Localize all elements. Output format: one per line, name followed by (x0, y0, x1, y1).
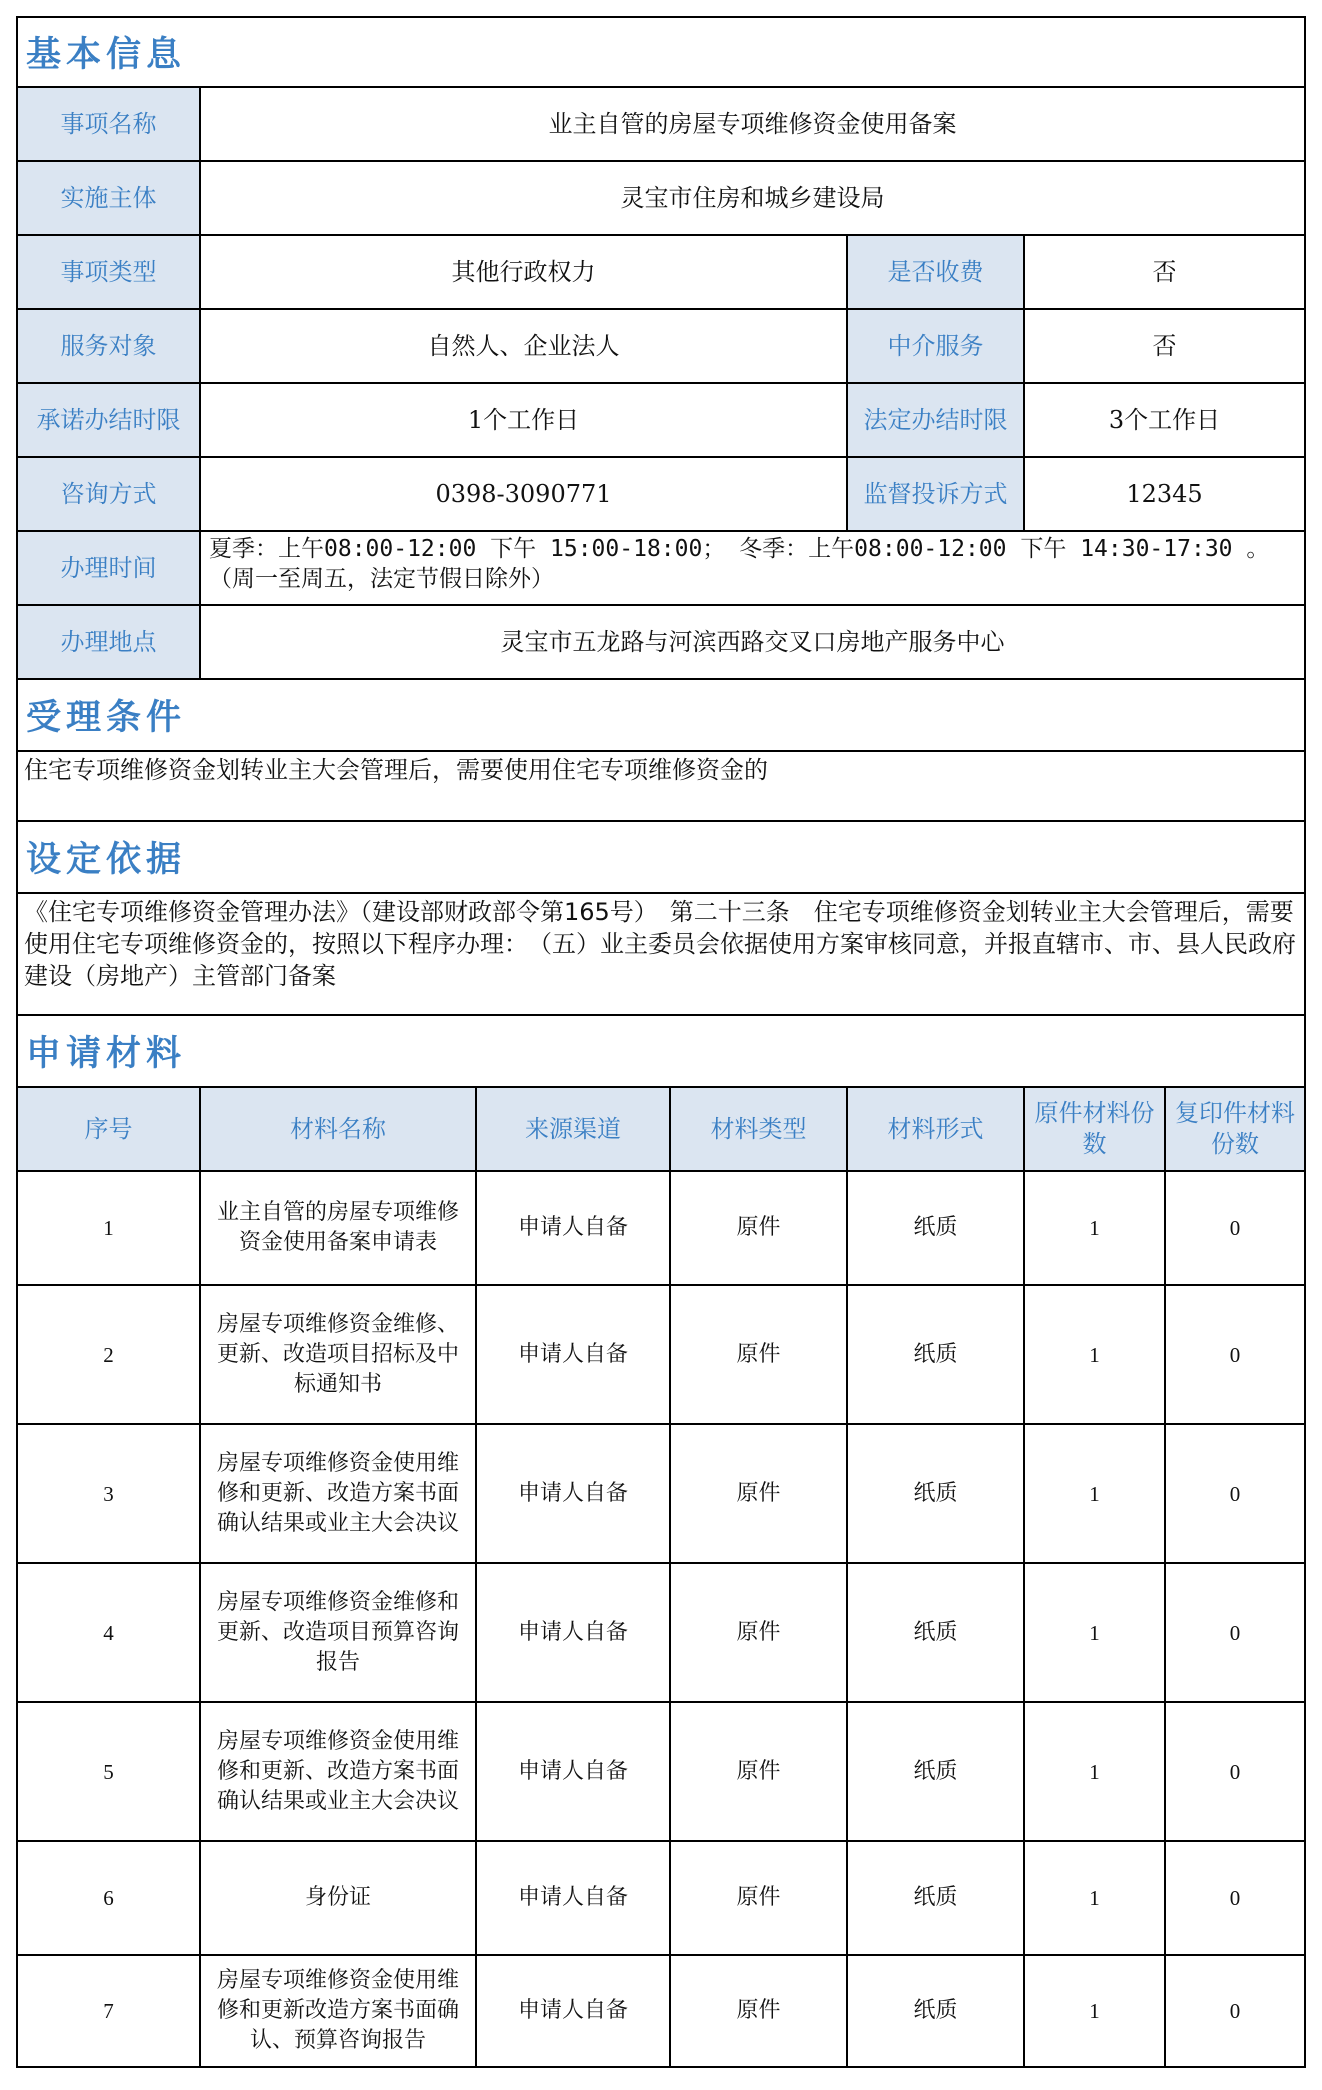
row-form: 纸质 (846, 1956, 1023, 2066)
row-source: 申请人自备 (475, 1172, 669, 1284)
row-form: 纸质 (846, 1286, 1023, 1423)
row-orig-count: 1 (1023, 1842, 1164, 1954)
fee-label: 是否收费 (846, 236, 1023, 308)
row-no: 7 (103, 1999, 114, 2023)
row-source: 申请人自备 (475, 1425, 669, 1562)
target-agency-row (16, 310, 1306, 384)
office-hours-value: 夏季：上午08:00-12:00 下午 15:00-18:00； 冬季：上午08:00-12:00 下午 14:30-17:30 。（周一至周五，法定节假日除外） (199, 532, 1304, 604)
service-guide-sheet (16, 16, 1306, 2068)
legal-time-value: 3个工作日 (1023, 384, 1304, 456)
row-material-name: 房屋专项维修资金使用维修和更新改造方案书面确认、预算咨询报告 (199, 1956, 475, 2066)
conditions-row (16, 752, 1306, 822)
row-form: 纸质 (846, 1842, 1023, 1954)
service-target-label: 服务对象 (18, 310, 199, 382)
row-no: 1 (103, 1216, 114, 1240)
service-target-value: 自然人、企业法人 (199, 310, 846, 382)
contact-row (16, 458, 1306, 532)
item-name-label: 事项名称 (18, 88, 199, 160)
row-form: 纸质 (846, 1172, 1023, 1284)
row-orig-count: 1 (1023, 1703, 1164, 1840)
row-copy-count: 0 (1164, 1703, 1304, 1840)
row-copy-count: 0 (1164, 1956, 1304, 2066)
table-row (16, 1286, 1306, 1425)
basis-section-header (16, 822, 1306, 894)
row-orig-count: 1 (1023, 1425, 1164, 1562)
row-type: 原件 (669, 1564, 846, 1701)
item-type-value: 其他行政权力 (199, 236, 846, 308)
row-source: 申请人自备 (475, 1703, 669, 1840)
row-form: 纸质 (846, 1425, 1023, 1562)
conditions-title: 受理条件 (26, 698, 187, 738)
row-type: 原件 (669, 1842, 846, 1954)
row-orig-count: 1 (1023, 1172, 1164, 1284)
row-material-name: 业主自管的房屋专项维修资金使用备案申请表 (199, 1172, 475, 1284)
implementer-label: 实施主体 (18, 162, 199, 234)
time-limit-row (16, 384, 1306, 458)
col-header-source: 来源渠道 (475, 1088, 669, 1170)
conditions-section-header (16, 680, 1306, 752)
location-row (16, 606, 1306, 680)
row-source: 申请人自备 (475, 1956, 669, 2066)
row-type: 原件 (669, 1286, 846, 1423)
row-copy-count: 0 (1164, 1842, 1304, 1954)
row-material-name: 房屋专项维修资金使用维修和更新、改造方案书面确认结果或业主大会决议 (199, 1425, 475, 1562)
col-header-type: 材料类型 (669, 1088, 846, 1170)
table-row (16, 1425, 1306, 1564)
agency-service-value: 否 (1023, 310, 1304, 382)
col-header-no: 序号 (18, 1088, 199, 1170)
row-copy-count: 0 (1164, 1425, 1304, 1562)
col-header-orig-count: 原件材料份数 (1023, 1088, 1164, 1170)
consult-label: 咨询方式 (18, 458, 199, 530)
type-fee-row (16, 236, 1306, 310)
item-type-label: 事项类型 (18, 236, 199, 308)
basis-row (16, 894, 1306, 1016)
row-type: 原件 (669, 1425, 846, 1562)
complaint-phone: 12345 (1023, 458, 1304, 530)
row-orig-count: 1 (1023, 1956, 1164, 2066)
row-copy-count: 0 (1164, 1564, 1304, 1701)
row-material-name: 身份证 (199, 1842, 475, 1954)
fee-value: 否 (1023, 236, 1304, 308)
row-no: 2 (103, 1342, 114, 1367)
row-no: 3 (103, 1481, 114, 1506)
row-source: 申请人自备 (475, 1842, 669, 1954)
row-form: 纸质 (846, 1564, 1023, 1701)
basis-text: 《住宅专项维修资金管理办法》（建设部财政部令第165号） 第二十三条 住宅专项维修资金划转业主大会管理后，需要使用住宅专项维修资金的，按照以下程序办理： （五）业主委员会依据使用方案审核同意，并报直辖市、市、县人民政府建设（房地产）主管部门备案 (24, 898, 1296, 990)
table-row (16, 1703, 1306, 1842)
row-source: 申请人自备 (475, 1564, 669, 1701)
row-orig-count: 1 (1023, 1564, 1164, 1701)
promise-time-value: 1个工作日 (199, 384, 846, 456)
basic-info-section-header (16, 16, 1306, 88)
row-orig-count: 1 (1023, 1286, 1164, 1423)
row-no: 5 (103, 1759, 114, 1784)
basic-info-title: 基本信息 (26, 35, 187, 75)
basis-title: 设定依据 (26, 840, 187, 880)
table-row (16, 1842, 1306, 1956)
promise-time-label: 承诺办结时限 (18, 384, 199, 456)
location-label: 办理地点 (18, 606, 199, 678)
table-row (16, 1172, 1306, 1286)
conditions-text: 住宅专项维修资金划转业主大会管理后，需要使用住宅专项维修资金的 (24, 756, 768, 784)
row-form: 纸质 (846, 1703, 1023, 1840)
legal-time-label: 法定办结时限 (846, 384, 1023, 456)
row-copy-count: 0 (1164, 1172, 1304, 1284)
row-type: 原件 (669, 1172, 846, 1284)
row-material-name: 房屋专项维修资金维修、更新、改造项目招标及中标通知书 (199, 1286, 475, 1423)
materials-header-row (16, 1088, 1306, 1172)
item-name-row (16, 88, 1306, 162)
materials-section-header (16, 1016, 1306, 1088)
item-name-value: 业主自管的房屋专项维修资金使用备案 (199, 88, 1304, 160)
col-header-name: 材料名称 (199, 1088, 475, 1170)
row-copy-count: 0 (1164, 1286, 1304, 1423)
agency-service-label: 中介服务 (846, 310, 1023, 382)
implementer-value: 灵宝市住房和城乡建设局 (199, 162, 1304, 234)
col-header-copy-count: 复印件材料份数 (1164, 1088, 1304, 1170)
complaint-label: 监督投诉方式 (846, 458, 1023, 530)
office-hours-label: 办理时间 (18, 532, 199, 604)
materials-title: 申请材料 (26, 1034, 187, 1074)
row-type: 原件 (669, 1703, 846, 1840)
hours-row (16, 532, 1306, 606)
col-header-form: 材料形式 (846, 1088, 1023, 1170)
implementer-row (16, 162, 1306, 236)
table-row (16, 1956, 1306, 2068)
row-no: 4 (103, 1620, 114, 1645)
row-source: 申请人自备 (475, 1286, 669, 1423)
row-material-name: 房屋专项维修资金维修和更新、改造项目预算咨询报告 (199, 1564, 475, 1701)
consult-phone: 0398-3090771 (199, 458, 846, 530)
row-material-name: 房屋专项维修资金使用维修和更新、改造方案书面确认结果或业主大会决议 (199, 1703, 475, 1840)
row-no: 6 (103, 1886, 114, 1910)
location-value: 灵宝市五龙路与河滨西路交叉口房地产服务中心 (199, 606, 1304, 678)
row-type: 原件 (669, 1956, 846, 2066)
table-row (16, 1564, 1306, 1703)
